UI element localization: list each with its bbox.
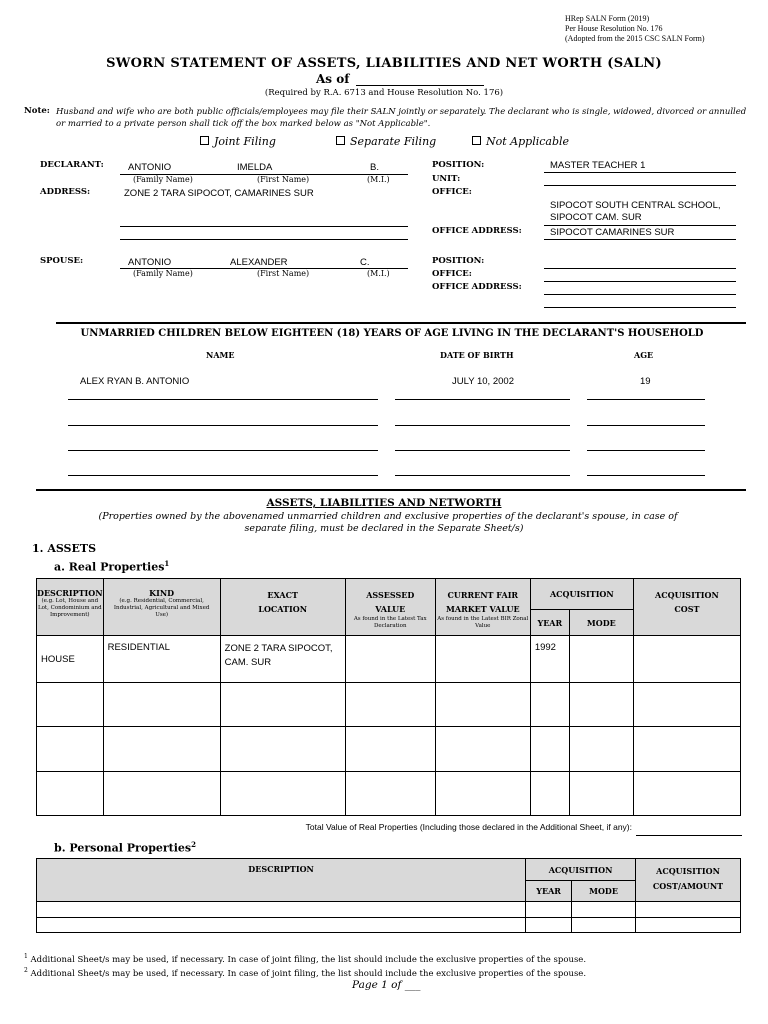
child-name-line[interactable] <box>68 450 378 451</box>
separate-filing-label: Separate Filing <box>350 135 437 148</box>
children-col-dob: DATE OF BIRTH <box>440 350 514 360</box>
real-properties-label <box>54 559 169 574</box>
personal-properties-table <box>36 858 741 933</box>
child-age-line[interactable] <box>587 475 705 476</box>
table-row <box>37 636 741 683</box>
position-line <box>544 172 736 173</box>
assessed-header-note: As found in the Latest Tax Declaration <box>353 616 427 629</box>
cell-assessed[interactable] <box>345 772 435 816</box>
child-dob-line[interactable] <box>395 425 570 426</box>
declarant-family-name[interactable]: ANTONIO <box>128 162 172 173</box>
spouse-office-address-label: OFFICE ADDRESS: <box>432 282 522 292</box>
pp-cell[interactable] <box>572 902 636 918</box>
spouse-position-line[interactable] <box>544 268 736 269</box>
first-name-caption: (First Name) <box>257 175 310 184</box>
not-applicable-label: Not Applicable <box>486 135 570 148</box>
office-address-label: OFFICE ADDRESS: <box>432 226 522 236</box>
cell-year[interactable] <box>530 772 569 816</box>
table-row <box>37 918 741 933</box>
pp-year-header: YEAR <box>526 881 572 902</box>
pp-cell[interactable] <box>572 918 636 933</box>
pp-cell[interactable] <box>636 918 741 933</box>
footnote-ref: 1 <box>164 559 170 568</box>
separate-filing-option[interactable] <box>336 135 436 148</box>
kind-header <box>103 579 220 636</box>
fair-value-header-title: CURRENT FAIR MARKET VALUE <box>446 590 520 614</box>
child-age-line[interactable] <box>587 450 705 451</box>
cell-description[interactable] <box>37 772 104 816</box>
children-col-name: NAME <box>206 350 235 360</box>
declarant-position[interactable]: MASTER TEACHER 1 <box>550 160 646 171</box>
mode-header: MODE <box>569 610 633 636</box>
cell-kind[interactable] <box>103 727 220 772</box>
form-reference-line: Per House Resolution No. 176 <box>565 24 663 33</box>
assets-heading: ASSETS, LIABILITIES AND NETWORTH <box>266 497 502 509</box>
spouse-office-line[interactable] <box>544 281 736 282</box>
cell-description[interactable]: HOUSE <box>37 636 104 683</box>
cell-mode[interactable] <box>569 772 633 816</box>
position-label: POSITION: <box>432 160 485 170</box>
section-divider <box>56 322 746 324</box>
spouse-office-label: OFFICE: <box>432 269 472 279</box>
cell-kind[interactable] <box>103 772 220 816</box>
cell-fair[interactable] <box>435 636 530 683</box>
header-row <box>37 579 741 610</box>
personal-properties-label <box>54 840 196 855</box>
spouse-mi[interactable]: C. <box>360 257 370 268</box>
child-name-line[interactable] <box>68 475 378 476</box>
family-name-caption: (Family Name) <box>133 175 193 184</box>
first-name-caption: (First Name) <box>257 269 310 278</box>
child-age[interactable]: 19 <box>640 376 651 387</box>
cell-description[interactable] <box>37 727 104 772</box>
assets-subtext-2: separate filing, must be declared in the Separate Sheet/s) <box>244 523 524 534</box>
office-label: OFFICE: <box>432 187 472 197</box>
real-properties-text: a. Real Properties <box>54 560 165 574</box>
cell-fair[interactable] <box>435 683 530 727</box>
cell-kind[interactable]: RESIDENTIAL <box>103 636 220 683</box>
mi-caption: (M.I.) <box>367 175 390 184</box>
total-real-label: Total Value of Real Properties (Including those declared in the Additional Sheet, if any): <box>305 822 632 832</box>
spouse-position-label: POSITION: <box>432 256 485 266</box>
pp-cell[interactable] <box>636 902 741 918</box>
cell-year[interactable] <box>530 683 569 727</box>
pp-cost-header-title: ACQUISITION COST/AMOUNT <box>652 866 724 891</box>
required-by: (Required by R.A. 6713 and House Resolution No. 176) <box>264 88 504 98</box>
unit-label: UNIT: <box>432 174 461 184</box>
pp-cell[interactable] <box>526 918 572 933</box>
description-header <box>37 579 104 636</box>
table-row <box>37 727 741 772</box>
note-label: Note: <box>24 106 50 116</box>
table-row <box>37 683 741 727</box>
children-heading: UNMARRIED CHILDREN BELOW EIGHTEEN (18) YEARS OF AGE LIVING IN THE DECLARANT'S HOUSEHOLD <box>80 328 704 339</box>
family-name-caption: (Family Name) <box>133 269 193 278</box>
spouse-family-name[interactable]: ANTONIO <box>128 257 172 268</box>
cell-kind[interactable] <box>103 683 220 727</box>
location-header <box>220 579 345 636</box>
page-number: Page 1 of ___ <box>352 979 421 991</box>
child-age-line[interactable] <box>587 399 705 400</box>
footnote-number: 1 <box>24 953 28 960</box>
spouse-label: SPOUSE: <box>40 256 84 266</box>
declarant-office-line2[interactable]: SIPOCOT CAM. SUR <box>550 212 642 223</box>
kind-header-title: KIND <box>149 588 175 598</box>
kind-header-note: (e.g. Residential, Commercial, Industrial, Agricultural and Mixed Use) <box>113 598 210 618</box>
declarant-office-address[interactable]: SIPOCOT CAMARINES SUR <box>550 227 675 238</box>
description-header-title: DESCRIPTION <box>37 588 103 598</box>
as-of-label: As of <box>316 72 350 86</box>
pp-cell[interactable] <box>37 902 526 918</box>
cell-location[interactable] <box>220 727 345 772</box>
cell-year[interactable]: 1992 <box>530 636 569 683</box>
cell-mode[interactable] <box>569 636 633 683</box>
cell-cost[interactable] <box>633 636 740 683</box>
pp-acquisition-header: ACQUISITION <box>526 859 636 881</box>
cell-cost[interactable] <box>633 683 740 727</box>
cost-header <box>633 579 740 636</box>
footnote-text: Additional Sheet/s may be used, if necessary. In case of joint filing, the list should include the exclusive properties of the spouse. <box>30 968 587 979</box>
cell-assessed[interactable] <box>345 683 435 727</box>
fair-value-header <box>435 579 530 636</box>
declarant-office-line1[interactable]: SIPOCOT SOUTH CENTRAL SCHOOL, <box>550 200 721 211</box>
office-address-line <box>544 239 736 240</box>
real-properties-table <box>36 578 741 816</box>
description-header-note: (e.g. Lot, House and Lot, Condominium and Improvement) <box>37 598 102 618</box>
as-of-field[interactable] <box>356 85 484 86</box>
footnote-ref: 2 <box>191 840 196 849</box>
checkbox-icon[interactable] <box>472 136 481 145</box>
cell-year[interactable] <box>530 727 569 772</box>
cell-fair[interactable] <box>435 727 530 772</box>
cell-mode[interactable] <box>569 727 633 772</box>
fair-value-header-note: As found in the Latest BIR Zonal Value <box>437 616 529 629</box>
child-name-line[interactable] <box>68 399 378 400</box>
year-header: YEAR <box>530 610 569 636</box>
cell-assessed[interactable] <box>345 727 435 772</box>
address-line <box>120 226 408 227</box>
cell-mode[interactable] <box>569 683 633 727</box>
page-title: SWORN STATEMENT OF ASSETS, LIABILITIES AND NET WORTH (SALN) <box>106 56 662 71</box>
address-line <box>120 239 408 240</box>
pp-cell[interactable] <box>37 918 526 933</box>
section-divider <box>36 489 746 491</box>
header-row <box>37 859 741 881</box>
note-text: Husband and wife who are both public officials/employees may file their SALN jointly or separately. The declarant who is single, widowed, divorced or annulled or married to a private person shall tick off the box marked below as "Not Applicable". <box>56 107 747 129</box>
cell-fair[interactable] <box>435 772 530 816</box>
spouse-office-address-line[interactable] <box>544 307 736 308</box>
cell-location[interactable]: ZONE 2 TARA SIPOCOT, CAM. SUR <box>220 636 345 683</box>
checkbox-icon[interactable] <box>200 136 209 145</box>
joint-filing-label: Joint Filing <box>214 135 276 148</box>
form-reference-line: (Adopted from the 2015 CSC SALN Form) <box>565 34 705 43</box>
assets-subtext-1: (Properties owned by the abovenamed unmarried children and exclusive properties of the declarant's spouse, in case of <box>98 511 678 522</box>
form-reference <box>565 14 705 44</box>
footnote-text: Additional Sheet/s may be used, if necessary. In case of joint filing, the list should include the exclusive properties of the spouse. <box>30 954 587 965</box>
cell-assessed[interactable] <box>345 636 435 683</box>
spouse-first-name[interactable]: ALEXANDER <box>230 257 288 268</box>
child-dob[interactable]: JULY 10, 2002 <box>452 376 514 387</box>
unit-line <box>544 185 736 186</box>
table-row <box>37 772 741 816</box>
pp-mode-header: MODE <box>572 881 636 902</box>
table-row <box>37 902 741 918</box>
pp-cost-header <box>636 859 741 902</box>
declarant-label: DECLARANT: <box>40 160 104 170</box>
declarant-first-name[interactable]: IMELDA <box>237 162 273 173</box>
child-dob-line[interactable] <box>395 475 570 476</box>
total-real-value-field[interactable] <box>636 835 742 836</box>
cell-location[interactable] <box>220 683 345 727</box>
assessed-header-title: ASSESSED VALUE <box>366 590 415 614</box>
child-dob-line[interactable] <box>395 450 570 451</box>
assets-label: 1. ASSETS <box>32 542 97 555</box>
pp-description-header: DESCRIPTION <box>37 859 526 902</box>
checkbox-icon[interactable] <box>336 136 345 145</box>
office-line <box>544 225 736 226</box>
cost-header-title: ACQUISITION COST <box>655 590 719 614</box>
address-label: ADDRESS: <box>40 187 91 197</box>
cell-location[interactable] <box>220 772 345 816</box>
form-reference-line: HRep SALN Form (2019) <box>565 14 650 23</box>
cell-cost[interactable] <box>633 727 740 772</box>
child-dob-line[interactable] <box>395 399 570 400</box>
assessed-header <box>345 579 435 636</box>
cell-description[interactable] <box>37 683 104 727</box>
child-age-line[interactable] <box>587 425 705 426</box>
child-name[interactable]: ALEX RYAN B. ANTONIO <box>80 376 190 387</box>
mi-caption: (M.I.) <box>367 269 390 278</box>
spouse-office-address-line[interactable] <box>544 294 736 295</box>
cell-cost[interactable] <box>633 772 740 816</box>
declarant-address[interactable]: ZONE 2 TARA SIPOCOT, CAMARINES SUR <box>124 188 314 199</box>
joint-filing-option[interactable] <box>200 135 276 148</box>
footnote-1 <box>24 953 586 965</box>
pp-cell[interactable] <box>526 902 572 918</box>
acquisition-header: ACQUISITION <box>530 579 633 610</box>
not-applicable-option[interactable] <box>472 135 569 148</box>
location-header-title: EXACT LOCATION <box>258 590 308 614</box>
child-name-line[interactable] <box>68 425 378 426</box>
footnote-2 <box>24 967 586 979</box>
declarant-mi[interactable]: B. <box>370 162 379 173</box>
personal-properties-text: b. Personal Properties <box>54 841 192 855</box>
children-col-age: AGE <box>634 350 654 360</box>
footnote-number: 2 <box>24 967 28 974</box>
